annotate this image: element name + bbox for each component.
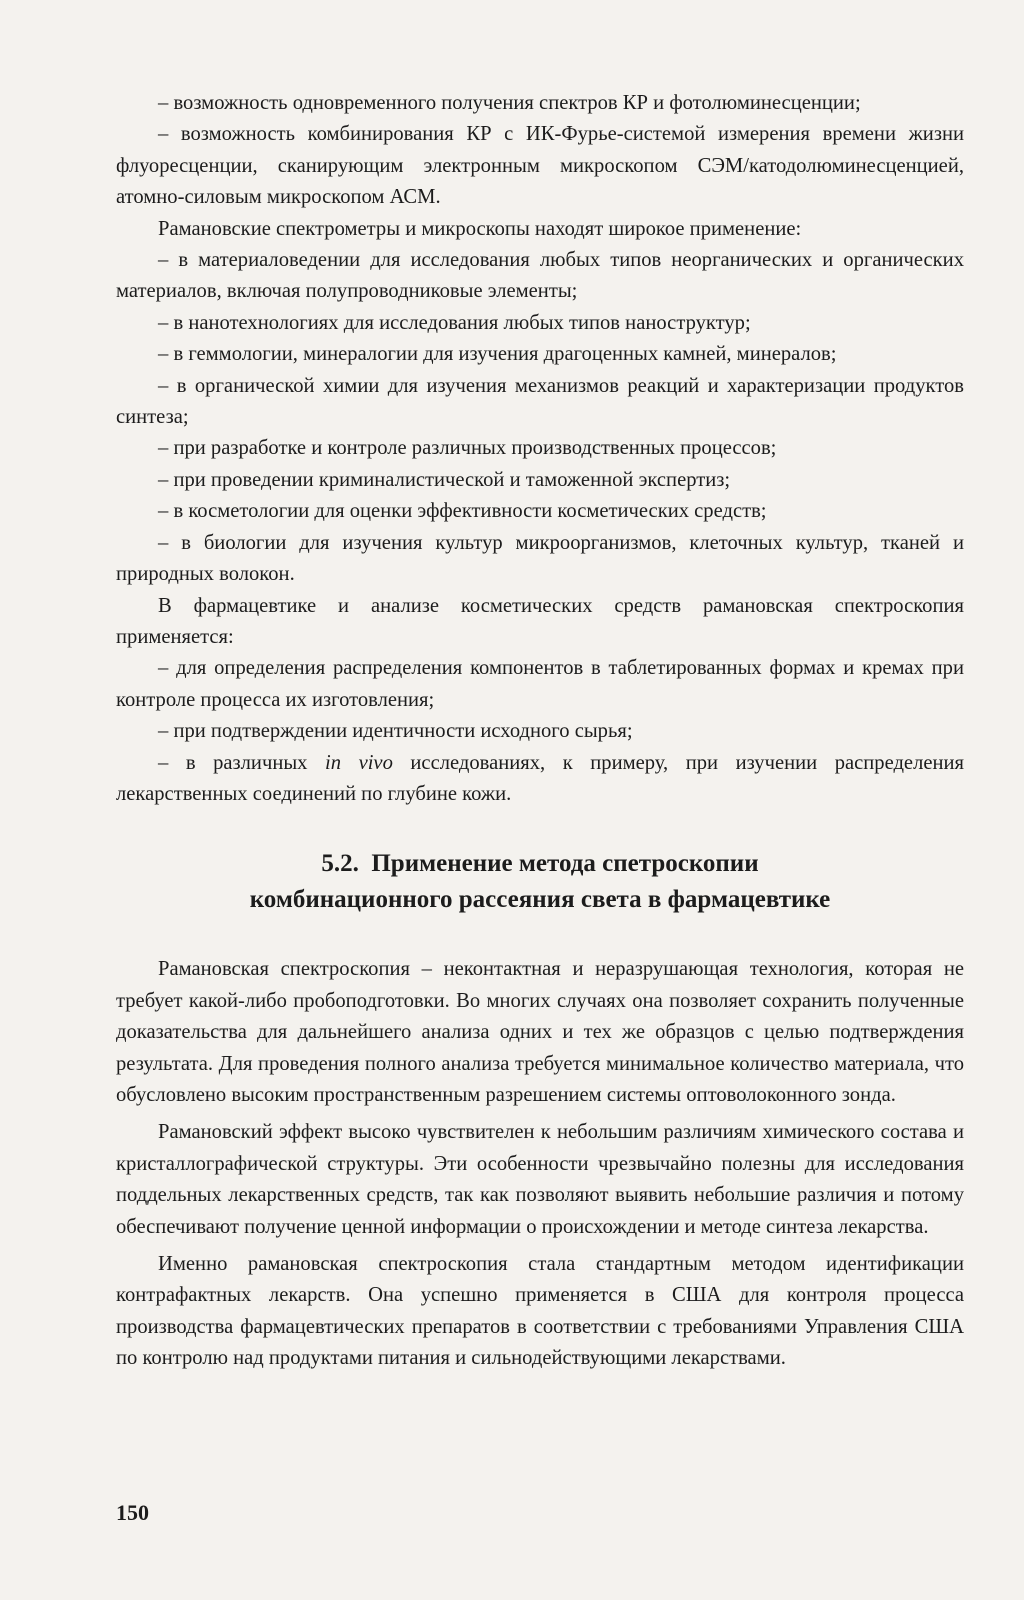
list-item: – при разработке и контроле различных производственных процессов;: [158, 437, 777, 460]
list-item: – возможность одновременного получения спектров КР и фотолюминесценции;: [158, 92, 861, 114]
in-vivo-italic: in vivo: [325, 751, 393, 774]
section-paragraph: Именно рамановская спектроскопия стала стандартным методом идентификации контрафактных лекарств. Она успешно применяется в США для контроля процесса производства фармацевтических препаратов в соответствии с требованиями Управления США по контролю над продуктами питания и сильнодействующими лекарствами.: [116, 1253, 964, 1370]
section-paragraph: Рамановская спектроскопия – неконтактная и неразрушающая технология, которая не требует какой-либо пробоподготовки. Во многих случаях она позволяет сохранить полученные доказательства для дальнейшего анализа одних и тех же образцов с целью подтверждения результата. Для проведения полного анализа требуется минимальное количество материала, что обусловлено высоким пространственным разрешением системы оптоволоконного зонда.: [116, 958, 964, 1106]
list-item: – в материаловедении для исследования любых типов неорганических и органических материалов, включая полупроводниковые элементы;: [116, 249, 964, 303]
list-item: – возможность комбинирования КР с ИК-Фурье-системой измерения времени жизни флуоресценции, сканирующим электронным микроскопом СЭМ/катодолюминесценцией, атомно-силовым микроскопом АСМ.: [116, 123, 964, 209]
list-item: – для определения распределения компонентов в таблетированных формах и кремах при контроле процесса их изготовления;: [116, 657, 964, 711]
section-title-line2: комбинационного рассеяния света в фармацевтике: [249, 886, 831, 914]
list-item: – в органической химии для изучения механизмов реакций и характеризации продуктов синтеза;: [116, 374, 964, 429]
list-item: – при проведении криминалистической и таможенной экспертиз;: [158, 468, 731, 491]
paragraph-pharma-intro: В фармацевтике и анализе косметических средств рамановская спектроскопия применяется:: [116, 594, 964, 648]
in-vivo-before: – в различных: [158, 751, 326, 774]
in-vivo-after: исследованиях, к примеру, при изучении распределения лекарственных соединений по глубине кожи.: [116, 751, 965, 805]
page-number: 150: [116, 1500, 149, 1525]
list-item: – в нанотехнологиях для исследования любых типов наноструктур;: [158, 311, 751, 334]
list-item: – при подтверждении идентичности исходного сырья;: [158, 720, 633, 743]
page-body: [116, 88, 964, 1375]
list-item: – в косметологии для оценки эффективности косметических средств;: [158, 500, 767, 523]
list-item: – в геммологии, минералогии для изучения драгоценных камней, минералов;: [158, 343, 837, 366]
section-paragraph: Рамановский эффект высоко чувствителен к небольшим различиям химического состава и кристаллографической структуры. Эти особенности чрезвычайно полезны для исследования поддельных лекарственных средств, так как позволяют выявить небольшие различия и потому обеспечивают получение ценной информации о происхождении и методе синтеза лекарства.: [116, 1121, 964, 1238]
section-heading-line1: [116, 846, 964, 882]
section-title-line1: Применение метода спетроскопии: [371, 850, 759, 878]
section-number: 5.2.: [321, 850, 359, 878]
paragraph-applications-intro: Рамановские спектрометры и микроскопы находят широкое применение:: [158, 217, 802, 240]
list-item: – в биологии для изучения культур микроорганизмов, клеточных культур, тканей и природных волокон.: [116, 531, 964, 586]
section-heading: [116, 846, 964, 918]
list-item-in-vivo: [116, 748, 964, 811]
